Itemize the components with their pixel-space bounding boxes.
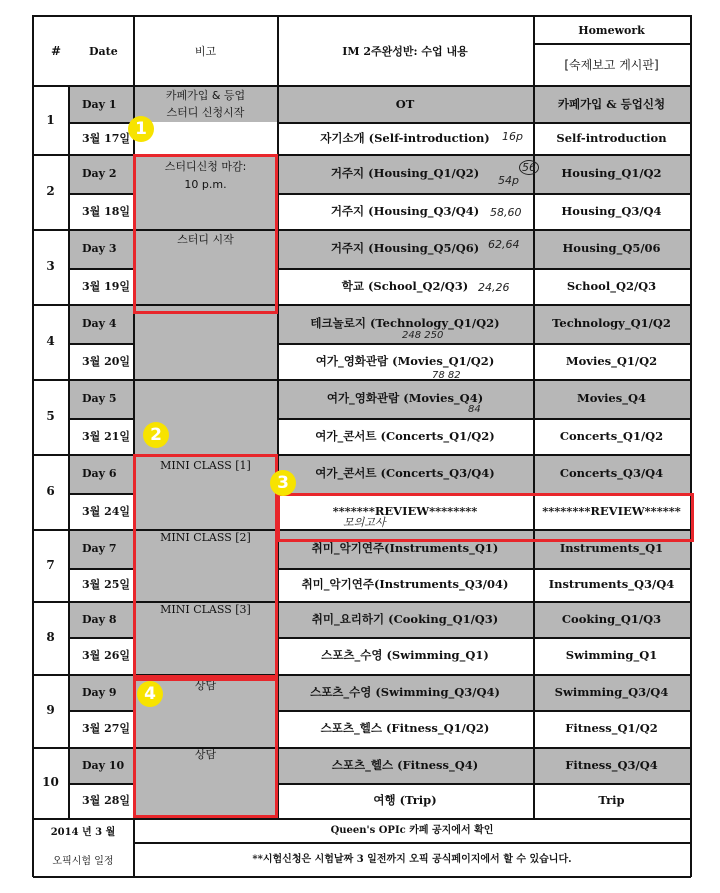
- row-content: 취미_요리하기 (Cooking_Q1/Q3): [277, 601, 533, 637]
- handwritten-note: 248 250: [402, 330, 444, 341]
- row-content: 스포츠_수영 (Swimming_Q3/Q4): [277, 674, 533, 710]
- grid-line: [68, 122, 134, 124]
- row-content: 거주지 (Housing_Q3/Q4): [330, 203, 480, 218]
- row-homework: Fitness_Q3/Q4: [533, 747, 690, 783]
- note-text: 상담: [194, 679, 217, 692]
- row-homework: Concerts_Q1/Q2: [559, 428, 664, 443]
- footer-label-2: 오픽시험 일정: [52, 855, 114, 867]
- week-number: 9: [46, 703, 55, 717]
- grid-line: [33, 818, 691, 820]
- note-text: 스터디신청 마감: 10 p.m.: [164, 160, 247, 191]
- badge-2: 2: [143, 422, 169, 448]
- header-num-cell: [33, 16, 133, 86]
- row-homework: 카페가입 & 등업신청: [533, 86, 690, 122]
- row-content: 여가_콘서트 (Concerts_Q1/Q2): [315, 428, 495, 443]
- grid-line: [277, 343, 691, 345]
- grid-line: [277, 568, 691, 570]
- row-homework: ********REVIEW******: [542, 503, 681, 518]
- row-homework: Instruments_Q1: [533, 529, 690, 568]
- row-content: 여행 (Trip): [373, 793, 437, 807]
- grid-line: [134, 842, 690, 844]
- grid-line: [68, 418, 134, 420]
- grid-line: [33, 601, 691, 603]
- row-date: 3월 28일: [82, 794, 131, 807]
- note-text: 스터디 시작: [177, 233, 234, 246]
- row-content: 취미_악기연주(Instruments_Q1): [277, 529, 533, 568]
- row-homework: Technology_Q1/Q2: [533, 304, 690, 343]
- grid-line: [277, 710, 691, 712]
- week-number: 6: [46, 484, 55, 498]
- note-text: MINI CLASS [2]: [160, 531, 251, 544]
- grid-line: [277, 122, 691, 124]
- week-number: 8: [46, 630, 55, 644]
- grid-line: [68, 493, 134, 495]
- grid-line: [68, 193, 134, 195]
- row-homework: School_Q2/Q3: [566, 278, 657, 293]
- row-date: Day 3: [68, 229, 134, 268]
- grid-line: [533, 43, 690, 45]
- row-homework: Swimming_Q1: [565, 648, 658, 662]
- header-num: #: [51, 43, 62, 58]
- handwritten-note: 54p: [498, 174, 519, 187]
- row-homework: Trip: [598, 793, 625, 807]
- row-content: 여가_영화관람 (Movies_Q1/Q2): [315, 353, 495, 368]
- grid-line: [33, 304, 691, 306]
- highlight-box-1: [133, 154, 278, 314]
- row-date: Day 2: [68, 154, 134, 193]
- row-homework: Fitness_Q1/Q2: [565, 721, 658, 735]
- note-text: 상담: [194, 748, 217, 761]
- header-homework-title: Homework: [578, 23, 645, 37]
- row-date: Day 7: [68, 529, 134, 568]
- grid-line: [33, 876, 691, 878]
- badge-3: 3: [270, 470, 296, 496]
- row-date: Day 6: [68, 454, 134, 493]
- handwritten-note: 24,26: [478, 281, 510, 294]
- row-content: 학교 (School_Q2/Q3): [341, 278, 469, 293]
- grid-line: [277, 637, 691, 639]
- handwritten-note: 56: [519, 160, 539, 175]
- row-content: 스포츠_수영 (Swimming_Q1): [321, 648, 489, 662]
- row-date: 3월 27일: [82, 722, 131, 735]
- row-content: 스포츠_헬스 (Fitness_Q1/Q2): [320, 721, 490, 735]
- row-content: 여가_영화관람 (Movies_Q4): [277, 379, 533, 418]
- row-date: Day 10: [68, 747, 134, 783]
- row-date: Day 9: [68, 674, 134, 710]
- row-homework: Movies_Q1/Q2: [565, 353, 658, 368]
- week-number: 3: [46, 259, 55, 273]
- row-date: Day 5: [68, 379, 134, 418]
- note-text: MINI CLASS [3]: [160, 603, 251, 616]
- row-homework: Swimming_Q3/Q4: [533, 674, 690, 710]
- row-homework: Self-introduction: [556, 130, 667, 145]
- grid-line: [68, 85, 70, 818]
- grid-line: [277, 418, 691, 420]
- row-date: 3월 21일: [82, 429, 131, 443]
- grid-line: [68, 710, 134, 712]
- row-date: 3월 25일: [82, 578, 131, 591]
- footer-line-1: Queen's OPIc 카페 공지에서 확인: [330, 824, 494, 836]
- grid-line: [68, 783, 134, 785]
- handwritten-note: 62,64: [488, 238, 520, 251]
- row-date: Day 4: [68, 304, 134, 343]
- handwritten-note: 16p: [502, 130, 523, 143]
- footer-line-2: **시험신청은 시험날짜 3 일전까지 오픽 공식페이지에서 할 수 있습니다.: [252, 853, 572, 865]
- grid-line: [533, 15, 535, 818]
- row-homework: Housing_Q1/Q2: [533, 154, 690, 193]
- grid-line: [33, 379, 691, 381]
- week-number: 2: [46, 184, 55, 198]
- grid-line: [33, 85, 691, 87]
- handwritten-note: 78 82: [432, 370, 461, 381]
- row-content: OT: [277, 86, 533, 122]
- row-content: 거주지 (Housing_Q1/Q2): [277, 154, 533, 193]
- grid-line: [33, 229, 691, 231]
- grid-line: [68, 268, 134, 270]
- handwritten-note: 84: [468, 404, 481, 415]
- row-homework: Cooking_Q1/Q3: [533, 601, 690, 637]
- row-date: Day 1: [68, 86, 134, 122]
- grid-line: [33, 154, 691, 156]
- row-homework: Movies_Q4: [533, 379, 690, 418]
- grid-line: [277, 268, 691, 270]
- week-number: 4: [46, 334, 55, 348]
- week-number: 1: [46, 112, 55, 127]
- row-homework: Housing_Q5/06: [533, 229, 690, 268]
- grid-line: [68, 637, 134, 639]
- header-content: IM 2주완성반: 수업 내용: [342, 44, 468, 58]
- row-content: 스포츠_헬스 (Fitness_Q4): [277, 747, 533, 783]
- row-content: *******REVIEW********: [332, 503, 478, 518]
- row-homework: Concerts_Q3/Q4: [533, 454, 690, 493]
- week-number: 5: [46, 409, 55, 423]
- row-content: 테크놀로지 (Technology_Q1/Q2): [277, 304, 533, 343]
- row-homework: Housing_Q3/Q4: [561, 203, 662, 218]
- highlight-box-2: [133, 454, 278, 678]
- row-content: 자기소개 (Self-introduction): [320, 130, 490, 145]
- grid-line: [277, 193, 691, 195]
- footer-label-1: 2014 년 3 월: [50, 826, 116, 838]
- grid-line: [33, 454, 691, 456]
- header-date: Date: [89, 44, 118, 58]
- row-date: 3월 18일: [82, 204, 131, 218]
- grid-line: [33, 15, 691, 17]
- header-note: 비고: [194, 44, 217, 58]
- row-content: 거주지 (Housing_Q5/Q6): [277, 229, 533, 268]
- row-date: 3월 20일: [82, 354, 131, 368]
- badge-1: 1: [128, 116, 154, 142]
- row-date: 3월 26일: [82, 649, 131, 662]
- grid-line: [68, 343, 134, 345]
- week-number: 7: [46, 557, 55, 572]
- grid-line: [277, 783, 691, 785]
- note-text: MINI CLASS [1]: [160, 459, 251, 472]
- week-number: 10: [42, 775, 59, 789]
- note-cell-day1: [134, 86, 277, 122]
- row-date: 3월 24일: [82, 504, 131, 518]
- badge-4: 4: [137, 681, 163, 707]
- row-homework: Instruments_Q3/Q4: [548, 577, 675, 591]
- note-text: 카페가입 & 등업 스터디 신청시작: [165, 89, 246, 119]
- row-date: 3월 17일: [82, 131, 131, 145]
- row-date: Day 8: [68, 601, 134, 637]
- header-homework-board: [숙제보고 게시판]: [564, 57, 659, 72]
- handwritten-note: 모의고사: [343, 516, 386, 529]
- highlight-box-3: [277, 493, 694, 542]
- handwritten-note: 58,60: [490, 206, 522, 219]
- row-content: 취미_악기연주(Instruments_Q3/04): [301, 577, 509, 591]
- row-date: 3월 19일: [82, 279, 131, 293]
- grid-line: [33, 747, 691, 749]
- grid-line: [33, 674, 691, 676]
- grid-line: [68, 568, 134, 570]
- row-content: 여가_콘서트 (Concerts_Q3/Q4): [277, 454, 533, 493]
